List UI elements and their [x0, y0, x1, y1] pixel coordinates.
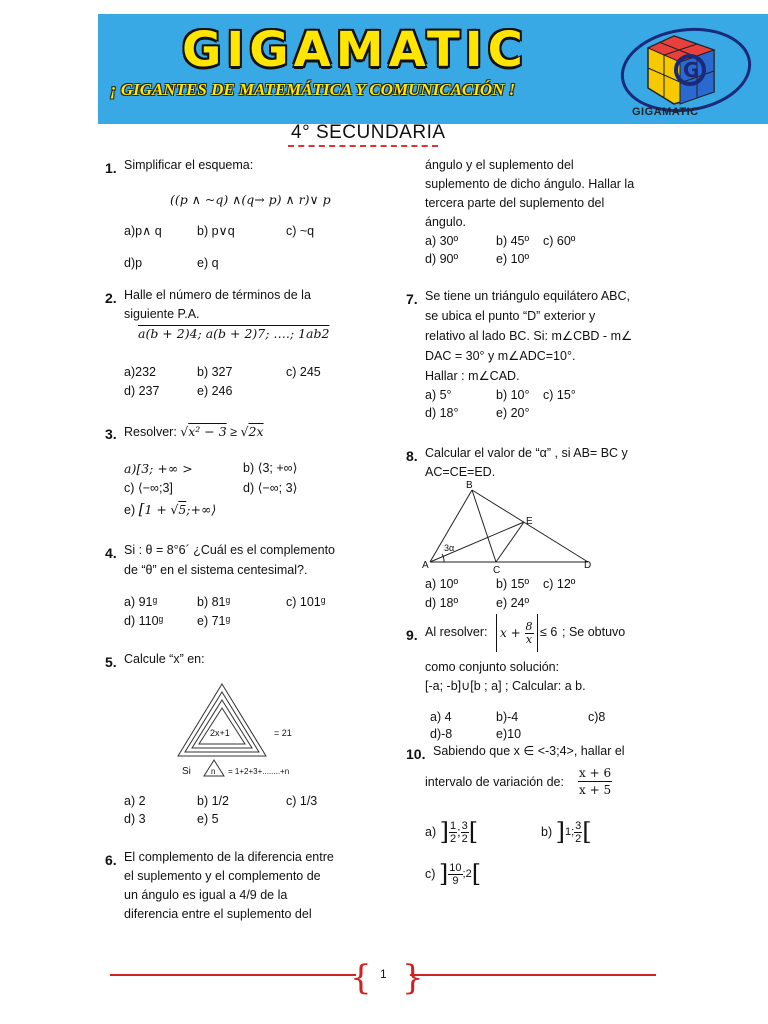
- q8-point-e: E: [526, 516, 533, 527]
- logo-caption: GIGAMATIC: [632, 106, 699, 118]
- brand-tagline: ¡ GIGANTES DE MATEMÁTICA Y COMUNICACIÓN !: [110, 80, 516, 99]
- q9-text-post: ; Se obtuvo: [562, 625, 626, 639]
- q2-option-e: e) 246: [197, 384, 233, 398]
- q7-option-b: b) 10°: [496, 388, 530, 402]
- q10-option-b: b) ] 1; $\frac{3}{2}$ [: [541, 818, 592, 846]
- footer-brace-left: {: [350, 958, 372, 998]
- q8-point-c: C: [493, 565, 501, 574]
- q9-text-pre: Al resolver:: [425, 625, 488, 639]
- q7-line-1: se ubica el punto “D” exterior y: [425, 309, 596, 323]
- q2-sequence: a(b + 2)4; a(b + 2)7; ….; 1ab2: [138, 326, 330, 341]
- q5-number: 5.: [105, 654, 117, 670]
- q5-option-a: a) 2: [124, 794, 146, 808]
- q3-option-d: d) ⟨−∞; 3⟩: [243, 481, 298, 495]
- q3-option-a: a)[3; +∞ >: [124, 461, 193, 476]
- q7-option-a: a) 5°: [425, 388, 452, 402]
- q4-option-d: d) 110ᵍ: [124, 614, 164, 628]
- q7-option-c: c) 15°: [543, 388, 576, 402]
- q7-option-d: d) 18°: [425, 406, 459, 420]
- q5-equals: = 21: [274, 728, 292, 738]
- q3-rhs: 2x: [248, 424, 264, 439]
- q6-line-0: El complemento de la diferencia entre: [124, 850, 334, 864]
- q2-number: 2.: [105, 290, 117, 306]
- q2-option-a: a)232: [124, 365, 156, 379]
- q3-ge: ≥: [230, 425, 238, 439]
- q6-option-a: a) 30º: [425, 234, 459, 248]
- q10-number: 10.: [406, 746, 426, 762]
- q4-option-a: a) 91ᵍ: [124, 595, 158, 609]
- q6-option-d: d) 90º: [425, 252, 459, 266]
- q9-le6: ≤ 6: [540, 625, 558, 639]
- q1-option-b: b) p∨q: [197, 224, 235, 238]
- q10-text-line1: Sabiendo que x ∈ <-3;4>, hallar el: [433, 744, 625, 758]
- q1-option-d: d)p: [124, 256, 143, 270]
- footer-line-right: [410, 974, 656, 976]
- q1-option-c: c) ~q: [286, 224, 315, 238]
- q9-option-c: c)8: [588, 710, 606, 724]
- q3-text: Resolver:: [124, 425, 177, 439]
- q7-option-e: e) 20°: [496, 406, 530, 420]
- q9-text-line3: [-a; -b]∪[b ; a] ; Calcular: a b.: [425, 679, 586, 693]
- q6-option-b: b) 45º: [496, 234, 530, 248]
- q6-line-6: tercera parte del suplemento del: [425, 196, 605, 210]
- q3-option-e: e) [1 + √5;+∞⟩: [124, 500, 217, 518]
- q5-triangle-label: 2x+1: [210, 728, 230, 738]
- q1-text: Simplificar el esquema:: [124, 158, 254, 172]
- q5-text: Calcule “x” en:: [124, 652, 205, 666]
- q3-lhs: x² − 3: [188, 424, 227, 439]
- footer-line-left: [110, 974, 356, 976]
- q2-text-line1: Halle el número de términos de la: [124, 288, 311, 302]
- q5-option-e: e) 5: [197, 812, 219, 826]
- q3-inequality: Resolver: √x² − 3 ≥ √2x: [124, 424, 264, 439]
- page-number: 1: [380, 967, 387, 981]
- logo-letter: G: [683, 58, 700, 82]
- q5-formula: = 1+2+3+........+n: [228, 767, 290, 776]
- q9-absolute-expression: x + $\frac{8}{x}$: [496, 614, 538, 652]
- q4-text-line2: de “θ” en el sistema centesimal?.: [124, 563, 308, 577]
- q9-option-a: a) 4: [430, 710, 452, 724]
- q7-line-2: relativo al lado BC. Si: m∠CBD - m∠: [425, 329, 633, 343]
- q3-number: 3.: [105, 426, 117, 442]
- q8-point-a: A: [422, 560, 429, 571]
- q1-expression: ((p ∧ ~q) ∧(q→ p) ∧ r)∨ p: [170, 192, 331, 207]
- q7-line-0: Se tiene un triángulo equilátero ABC,: [425, 289, 630, 303]
- q2-option-d: d) 237: [124, 384, 160, 398]
- q8-triangle-figure: [420, 480, 600, 574]
- q5-option-c: c) 1/3: [286, 794, 318, 808]
- q9-option-d: d)-8: [430, 727, 453, 741]
- q8-text-line2: AC=CE=ED.: [425, 465, 496, 479]
- q8-number: 8.: [406, 448, 418, 464]
- q6-line-4: ángulo y el suplemento del: [425, 158, 574, 172]
- q8-point-d: D: [584, 560, 592, 571]
- q2-option-b: b) 327: [197, 365, 233, 379]
- q4-option-c: c) 101ᵍ: [286, 595, 326, 609]
- q9-text-line2: como conjunto solución:: [425, 660, 560, 674]
- q8-option-c: c) 12º: [543, 577, 576, 591]
- q4-text-line1: Si : θ = 8°6´ ¿Cuál es el complemento: [124, 543, 335, 557]
- q4-number: 4.: [105, 545, 117, 561]
- q8-point-b: B: [466, 480, 473, 491]
- page-title: 4° SECUNDARIA: [291, 122, 446, 143]
- q6-line-2: un ángulo es igual a 4/9 de la: [124, 888, 288, 902]
- q3-option-b: b) ⟨3; +∞⟩: [243, 461, 298, 475]
- q6-line-5: suplemento de dicho ángulo. Hallar la: [425, 177, 635, 191]
- q6-line-7: ángulo.: [425, 215, 467, 229]
- q1-number: 1.: [105, 160, 117, 176]
- q9-option-b: b)-4: [496, 710, 519, 724]
- q2-option-c: c) 245: [286, 365, 321, 379]
- q2-text-line2: siguiente P.A.: [124, 307, 200, 321]
- q5-triangle-figure: [176, 680, 336, 790]
- q8-text-line1: Calcular el valor de “α” , si AB= BC y: [425, 446, 628, 460]
- q8-option-b: b) 15º: [496, 577, 530, 591]
- q8-option-a: a) 10º: [425, 577, 459, 591]
- q6-option-e: e) 10º: [496, 252, 530, 266]
- q1-option-a: a)p∧ q: [124, 224, 162, 238]
- q6-option-c: c) 60º: [543, 234, 576, 248]
- q5-option-d: d) 3: [124, 812, 146, 826]
- q10-option-c: c) ] $\frac{10}{9}$ ;2 [: [425, 860, 482, 888]
- brand-title: GIGAMATIC: [182, 22, 528, 78]
- q6-number: 6.: [105, 852, 117, 868]
- q10-text-line2: intervalo de variación de:: [425, 775, 564, 789]
- footer-brace-right: }: [402, 958, 424, 998]
- q7-line-4: Hallar : m∠CAD.: [425, 369, 520, 383]
- q3-option-c: c) ⟨−∞;3]: [124, 481, 173, 495]
- q10-option-a: a) ] $\frac{1}{2}$ ; $\frac{3}{2}$ [: [425, 818, 479, 846]
- q8-option-d: d) 18º: [425, 596, 459, 610]
- q5-n-label: n: [211, 767, 216, 776]
- q4-option-b: b) 81ᵍ: [197, 595, 231, 609]
- q5-option-b: b) 1/2: [197, 794, 229, 808]
- q10-fraction: $\frac{x + 6}{x + 5}$: [579, 766, 612, 797]
- title-underline: [288, 145, 438, 147]
- q7-line-3: DAC = 30° y m∠ADC=10°.: [425, 349, 576, 363]
- q8-angle-label: 3α: [444, 543, 455, 553]
- q7-number: 7.: [406, 291, 418, 307]
- q9-option-e: e)10: [496, 727, 522, 741]
- q1-option-e: e) q: [197, 256, 219, 270]
- q5-si: Si: [182, 766, 191, 777]
- q6-line-1: el suplemento y el complemento de: [124, 869, 321, 883]
- q9-number: 9.: [406, 627, 418, 643]
- q4-option-e: e) 71ᵍ: [197, 614, 231, 628]
- q3-e-label: e): [124, 503, 136, 517]
- q6-line-3: diferencia entre el suplemento del: [124, 907, 312, 921]
- q8-option-e: e) 24º: [496, 596, 530, 610]
